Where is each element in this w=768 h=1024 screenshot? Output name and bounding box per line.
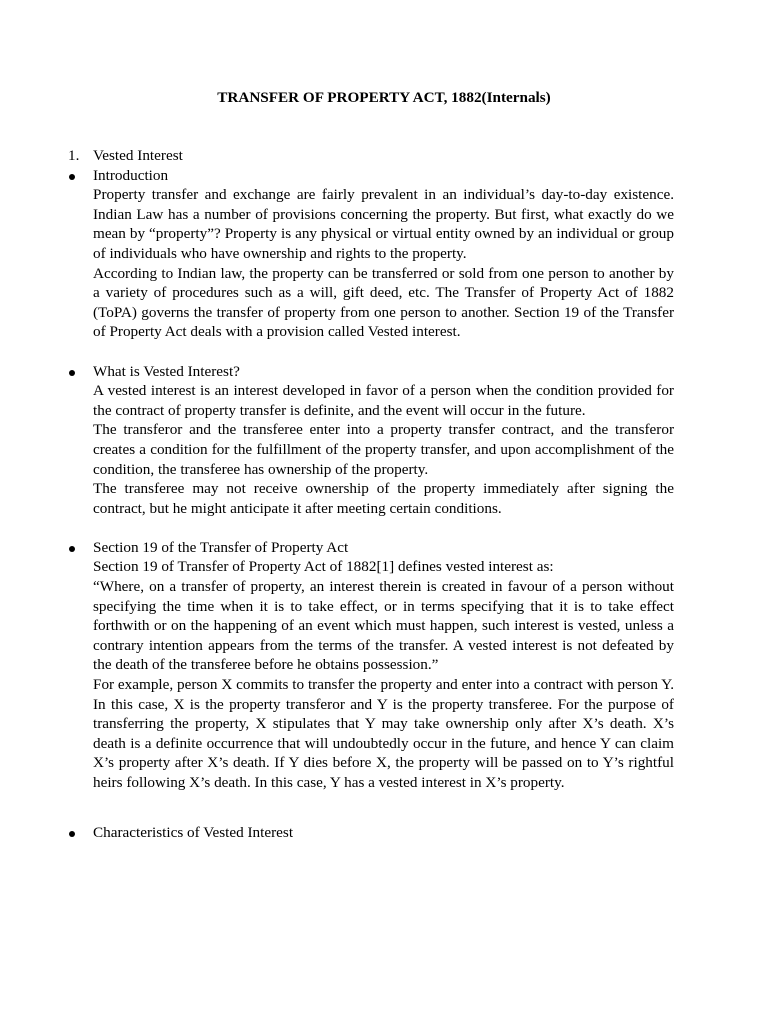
bullet-heading-section-19 [0,538,674,558]
bullet-icon [69,831,75,837]
intro-paragraph-2: According to Indian law, the property can be transferred or sold from one person to another by a variety of procedures such as a will, gift deed, etc. The Transfer of Property Act of 1882 (ToPA) governs the transfer of property from one person to another. Section 19 of the Transfer of Property Act deals with a provision called Vested interest. [93,264,674,341]
bullet-heading-introduction [0,166,674,186]
bullet-heading-characteristics [0,823,674,843]
what-is-paragraph-1: A vested interest is an interest developed in favor of a person when the condition provided for the contract of property transfer is definite, and the event will occur in the future. [93,382,674,419]
section-heading: Characteristics of Vested Interest [93,823,294,841]
bullet-icon [69,370,75,376]
list-number: 1. [68,147,80,164]
what-is-paragraph-2: The transferor and the transferee enter into a property transfer contract, and the transferor creates a condition for the fulfillment of the property transfer, and upon accomplishment of the condition, the transferee has ownership of the property. [93,421,674,478]
bullet-icon [69,546,75,552]
spacer [0,518,768,538]
intro-paragraph-1: Property transfer and exchange are fairly prevalent in an individual’s day-to-day existence. Indian Law has a number of provisions concerning the property. But first, what exactly do we mean by “property”? Property is any physical or virtual entity owned by an individual or group of individuals who have ownership and rights to the property. [93,186,674,262]
section-heading: Vested Interest [93,147,183,164]
spacer [0,793,768,823]
section19-quote: “Where, on a transfer of property, an interest therein is created in favour of a person without specifying the time when it is to take effect, or in terms specifying that it is to take effect forthwith or on the happening of an event which must happen, such interest is vested, unless a contrary intention appears from the terms of the transfer. A vested interest is not defeated by the death of the transferee before he obtains possession.” [93,578,674,674]
section19-paragraph-1: Section 19 of Transfer of Property Act of 1882[1] defines vested interest as: [93,558,554,576]
document-body [0,146,768,842]
bullet-icon [69,174,75,180]
what-is-paragraph-3: The transferee may not receive ownership of the property immediately after signing the contract, but he might anticipate it after meeting certain conditions. [93,480,674,517]
document-title: TRANSFER OF PROPERTY ACT, 1882(Internals) [217,89,551,106]
section-heading: What is Vested Interest? [93,362,240,380]
bullet-heading-what-is-vested-interest [0,362,674,382]
section19-example: For example, person X commits to transfer the property and enter into a contract with person Y. In this case, X is the property transferor and Y is the property transferee. For the purpose of transferring the property, X stipulates that Y may take ownership only after X’s death. X’s death is a definite occurrence that will undoubtedly occur in the future, and hence Y can claim X’s property after X’s death. If Y dies before X, the property will be passed on to Y’s rightful heirs following X’s death. In this case, Y has a vested interest in X’s property. [93,676,674,791]
section-heading: Introduction [93,166,169,184]
numbered-heading-vested-interest [0,146,674,166]
section-heading: Section 19 of the Transfer of Property Act [93,538,349,556]
spacer [0,342,768,362]
